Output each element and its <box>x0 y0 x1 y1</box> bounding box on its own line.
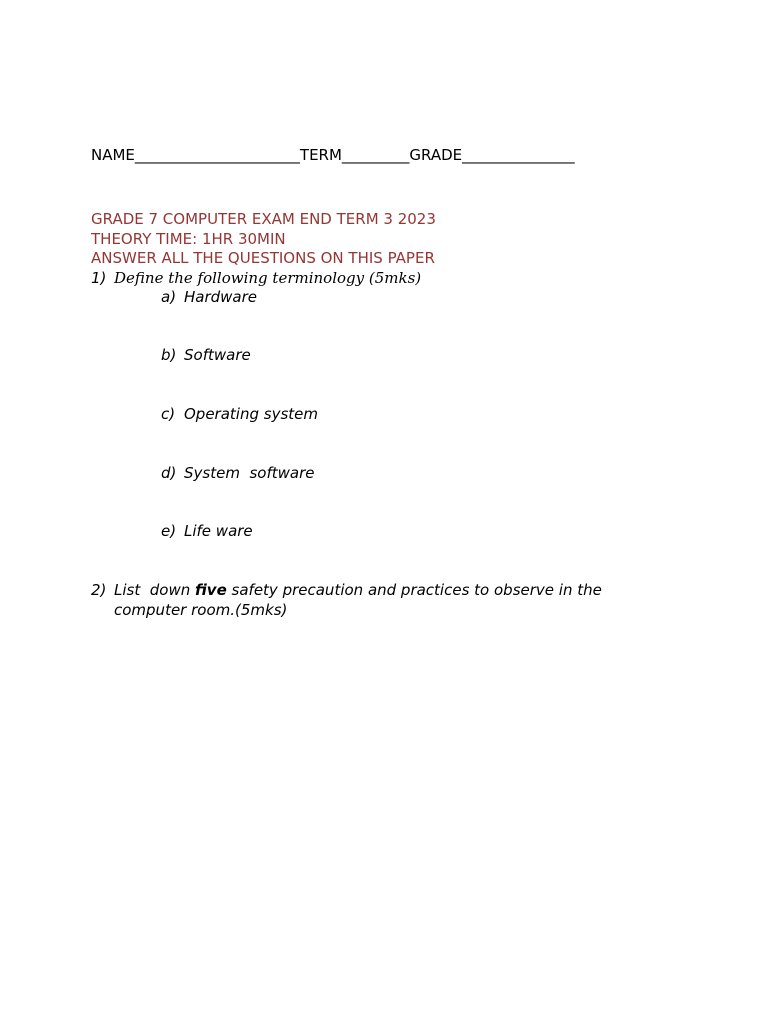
sub-item-text: Hardware <box>184 288 258 306</box>
sub-item-letter: e) <box>161 522 177 540</box>
sub-item-c <box>161 405 318 424</box>
question-1 <box>91 269 421 288</box>
sub-item-b <box>161 346 251 365</box>
question-number: 1) <box>91 269 107 287</box>
sub-item-text: Software <box>184 346 251 364</box>
exam-subtitle: THEORY TIME: 1HR 30MIN <box>91 230 286 248</box>
sub-item-e <box>161 522 253 541</box>
question-emphasis: five <box>195 581 227 599</box>
question-text-before: List down <box>114 581 195 599</box>
sub-item-letter: c) <box>161 405 176 423</box>
sub-item-letter: b) <box>161 346 177 364</box>
question-2-line-2: computer room.(5mks) <box>114 601 288 619</box>
question-text-after: safety precaution and practices to observe in the <box>226 581 602 599</box>
sub-item-a <box>161 288 257 307</box>
sub-item-d <box>161 464 314 483</box>
sub-item-letter: d) <box>161 464 177 482</box>
sub-item-text: System software <box>184 464 315 482</box>
question-2 <box>91 581 602 600</box>
name-term-grade-line: NAME______________________TERM_________GRADE_______________ <box>91 146 575 164</box>
question-text: Define the following terminology (5mks) <box>114 269 422 287</box>
exam-title: GRADE 7 COMPUTER EXAM END TERM 3 2023 <box>91 210 436 228</box>
question-number: 2) <box>91 581 107 599</box>
sub-item-text: Operating system <box>184 405 318 423</box>
exam-instruction: ANSWER ALL THE QUESTIONS ON THIS PAPER <box>91 249 435 267</box>
sub-item-text: Life ware <box>184 522 253 540</box>
sub-item-letter: a) <box>161 288 177 306</box>
